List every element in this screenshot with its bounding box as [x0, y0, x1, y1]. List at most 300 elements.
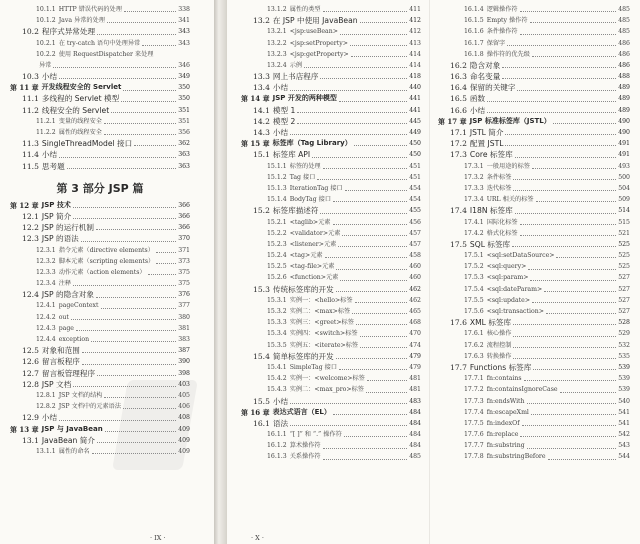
entry-title: JSP 的隐含对象 — [41, 290, 94, 300]
dot-leader — [513, 324, 616, 325]
entry-title: 国际化标签 — [486, 218, 518, 226]
toc-subsection-entry[interactable] — [10, 323, 190, 334]
toc-section-entry[interactable] — [241, 116, 421, 127]
entry-title: fn:escapeXml — [486, 408, 529, 416]
toc-subsection-entry[interactable] — [241, 384, 421, 395]
toc-subsection-entry[interactable] — [10, 256, 190, 267]
toc-subsection-entry[interactable] — [10, 60, 190, 71]
entry-title: 核心操作 — [486, 330, 512, 338]
entry-title: 实例一：<welcome>标签 — [289, 375, 365, 383]
toc-subsection-entry[interactable] — [10, 334, 190, 345]
entry-number: 15.3.5 — [267, 341, 287, 349]
entry-title: <jsp:getProperty> — [289, 50, 349, 58]
toc-section-entry[interactable] — [438, 105, 630, 116]
toc-subsection-entry[interactable] — [241, 26, 421, 37]
toc-section-entry[interactable] — [241, 127, 421, 138]
dot-leader — [520, 224, 617, 225]
toc-subsection-entry[interactable] — [438, 384, 630, 395]
toc-subsection-entry[interactable] — [241, 38, 421, 49]
entry-number: 15.2.2 — [267, 229, 287, 237]
toc-chapter-entry[interactable] — [241, 138, 421, 149]
toc-section-entry[interactable] — [10, 105, 190, 116]
entry-page-number: 485 — [618, 28, 630, 36]
entry-number: 17.5.2 — [464, 263, 484, 271]
toc-subsection-entry[interactable] — [241, 49, 421, 60]
entry-title: 实例四：<switch>标签 — [289, 330, 358, 338]
entry-title: JavaBean 简介 — [41, 435, 95, 445]
entry-title: 网上书店程序 — [272, 72, 319, 82]
entry-number: 15.4.3 — [267, 386, 287, 394]
entry-page-number: 539 — [618, 375, 630, 383]
toc-chapter-entry[interactable] — [241, 407, 421, 418]
entry-title: 小结 — [272, 128, 289, 138]
toc-section-entry[interactable] — [241, 71, 421, 82]
entry-title: page — [58, 324, 74, 332]
entry-title: 小结 — [41, 413, 58, 423]
toc-subsection-entry[interactable] — [438, 295, 630, 306]
entry-title: Core 标签库 — [469, 150, 513, 160]
toc-subsection-entry[interactable] — [10, 15, 190, 26]
dot-leader — [513, 347, 616, 348]
entry-title: XML 标签库 — [469, 318, 512, 328]
entry-number: 12.8.1 — [36, 391, 56, 399]
entry-title: I18N 标签库 — [469, 206, 513, 216]
dot-leader — [97, 34, 176, 35]
entry-title: fn:indexOf — [486, 419, 520, 427]
dot-leader — [350, 45, 407, 46]
entry-page-number: 528 — [618, 319, 630, 327]
entry-title: JSTL 简介 — [469, 128, 504, 138]
entry-title: <sql:update> — [486, 296, 530, 304]
entry-title: 函数 — [469, 94, 486, 104]
entry-title: 开发线程安全的 Servlet — [41, 83, 122, 92]
entry-page-number: 456 — [409, 218, 421, 226]
entry-title: JSP 开发的两种模型 — [272, 94, 337, 103]
dot-leader — [323, 448, 408, 449]
toc-subsection-entry[interactable] — [438, 440, 630, 451]
dot-leader — [345, 190, 407, 191]
entry-number: 13.2.2 — [267, 39, 287, 47]
toc-chapter-entry[interactable] — [438, 116, 630, 127]
toc-subsection-entry[interactable] — [438, 306, 630, 317]
toc-subsection-entry[interactable] — [241, 183, 421, 194]
entry-title: 思考题 — [41, 161, 65, 171]
entry-number: 15.1.2 — [267, 173, 287, 181]
toc-subsection-entry[interactable] — [438, 26, 630, 37]
toc-section-entry[interactable] — [10, 233, 190, 244]
entry-number: 11.1 — [22, 94, 39, 104]
entry-page-number: 350 — [178, 84, 190, 92]
toc-section-entry[interactable] — [10, 26, 190, 37]
entry-title: 语法 — [272, 418, 289, 428]
toc-subsection-entry[interactable] — [438, 407, 630, 418]
entry-title: <jsp:setProperty> — [289, 39, 348, 47]
toc-subsection-entry[interactable] — [438, 429, 630, 440]
toc-section-entry[interactable] — [10, 149, 190, 160]
toc-subsection-entry[interactable] — [241, 261, 421, 272]
entry-number: 15.3.1 — [267, 296, 287, 304]
toc-section-entry[interactable] — [241, 15, 421, 26]
entry-page-number: 440 — [409, 84, 421, 92]
entry-page-number: 375 — [178, 280, 190, 288]
entry-number: 13.3 — [253, 72, 270, 82]
entry-number: 12.6 — [22, 357, 39, 367]
toc-section-entry[interactable] — [10, 138, 190, 149]
entry-page-number: 371 — [178, 246, 190, 254]
entry-page-number: 486 — [618, 50, 630, 58]
entry-title: SingleThreadModel 接口 — [41, 139, 133, 149]
dot-leader — [530, 22, 617, 23]
entry-title: URL 相关的标签 — [486, 196, 534, 204]
entry-title: 标签库描述符 — [272, 206, 319, 216]
toc-section-entry[interactable] — [438, 82, 630, 93]
dot-leader — [355, 302, 408, 303]
entry-number: 15.3.4 — [267, 330, 287, 338]
toc-chapter-entry[interactable] — [241, 94, 421, 105]
entry-number: 11.4 — [22, 150, 39, 160]
entry-page-number: 387 — [178, 347, 190, 355]
entry-title: JSP 文档 — [41, 379, 72, 389]
entry-page-number: 370 — [178, 235, 190, 243]
entry-number: 17.5.4 — [464, 285, 484, 293]
dot-leader — [528, 269, 616, 270]
entry-number: 17.7.2 — [464, 386, 484, 394]
toc-section-entry[interactable] — [438, 317, 630, 328]
entry-page-number: 483 — [409, 397, 421, 405]
entry-number: 15.2.6 — [267, 274, 287, 282]
toc-subsection-entry[interactable] — [10, 301, 190, 312]
entry-title: JSP 与 JavaBean — [41, 424, 103, 433]
toc-section-entry[interactable] — [438, 362, 630, 373]
dot-leader — [320, 213, 407, 214]
entry-page-number: 462 — [409, 296, 421, 304]
toc-subsection-entry[interactable] — [438, 418, 630, 429]
toc-subsection-entry[interactable] — [438, 284, 630, 295]
entry-title: fn:substring — [486, 442, 525, 450]
toc-section-entry[interactable] — [241, 418, 421, 429]
toc-subsection-entry[interactable] — [241, 172, 421, 183]
entry-number: 12.8.2 — [36, 403, 56, 411]
toc-subsection-entry[interactable] — [438, 194, 630, 205]
toc-subsection-entry[interactable] — [241, 340, 421, 351]
toc-subsection-entry[interactable] — [438, 49, 630, 60]
entry-page-number: 515 — [618, 218, 630, 226]
toc-subsection-entry[interactable] — [438, 217, 630, 228]
toc-subsection-entry[interactable] — [241, 440, 421, 451]
entry-number: 15.1 — [253, 150, 270, 160]
entry-title: Empty 操作符 — [486, 17, 528, 25]
toc-subsection-entry[interactable] — [241, 60, 421, 71]
toc-subsection-entry[interactable] — [241, 194, 421, 205]
entry-title: 属性的线程安全 — [58, 129, 102, 137]
dot-leader — [546, 313, 616, 314]
entry-title: 小结 — [272, 83, 289, 93]
toc-subsection-entry[interactable] — [438, 161, 630, 172]
dot-leader — [325, 257, 408, 258]
entry-page-number: 542 — [618, 431, 630, 439]
entry-number: 15.1.4 — [267, 196, 287, 204]
toc-section-entry[interactable] — [438, 60, 630, 71]
entry-title: <sql:param> — [486, 274, 529, 282]
entry-title: <sql:query> — [486, 263, 527, 271]
entry-page-number: 486 — [618, 39, 630, 47]
page-folio: · X · — [251, 534, 264, 542]
dot-leader — [71, 319, 176, 320]
entry-number: 12.2 — [22, 223, 39, 233]
toc-subsection-entry[interactable] — [438, 38, 630, 49]
entry-page-number: 489 — [618, 95, 630, 103]
entry-number: 16.5 — [450, 94, 467, 104]
toc-subsection-entry[interactable] — [438, 452, 630, 463]
toc-subsection-entry[interactable] — [438, 15, 630, 26]
toc-subsection-entry[interactable] — [438, 396, 630, 407]
toc-subsection-entry[interactable] — [241, 217, 421, 228]
dot-leader — [104, 123, 176, 124]
dot-leader — [290, 90, 407, 91]
entry-title: <taglib>元素 — [289, 218, 331, 226]
toc-subsection-entry[interactable] — [438, 172, 630, 183]
entry-number: 16.1.2 — [267, 442, 287, 450]
entry-number: 17.7.5 — [464, 419, 484, 427]
entry-number: 10.1.2 — [36, 17, 56, 25]
toc-subsection-entry[interactable] — [241, 250, 421, 261]
toc-section-entry[interactable] — [241, 105, 421, 116]
dot-leader — [156, 263, 176, 264]
entry-page-number: 525 — [618, 252, 630, 260]
entry-number: 12.3.2 — [36, 257, 56, 265]
entry-page-number: 460 — [409, 263, 421, 271]
entry-page-number: 408 — [178, 414, 190, 422]
toc-section-entry[interactable] — [10, 71, 190, 82]
dot-leader — [290, 425, 407, 426]
entry-number: 16.1.3 — [267, 453, 287, 461]
entry-title: 实例三：<greet>标签 — [289, 319, 354, 327]
dot-leader — [82, 352, 176, 353]
toc-subsection-entry[interactable] — [241, 306, 421, 317]
entry-page-number: 529 — [618, 330, 630, 338]
entry-page-number: 458 — [409, 252, 421, 260]
entry-title: <validator>元素 — [289, 229, 341, 237]
entry-title: 标签的处理 — [289, 162, 321, 170]
toc-section-entry[interactable] — [10, 289, 190, 300]
entry-page-number: 418 — [409, 73, 421, 81]
entry-number: 第 12 章 — [10, 200, 39, 210]
dot-leader — [323, 168, 408, 169]
entry-number: 16.4 — [450, 83, 467, 93]
entry-page-number: 541 — [618, 419, 630, 427]
dot-leader — [111, 112, 176, 113]
dot-leader — [505, 134, 616, 135]
toc-subsection-entry[interactable] — [438, 273, 630, 284]
entry-number: 17.7.3 — [464, 397, 484, 405]
toc-section-entry[interactable] — [438, 138, 630, 149]
entry-number: 15.4.1 — [267, 363, 287, 371]
dot-leader — [360, 336, 408, 337]
entry-page-number: 521 — [618, 229, 630, 237]
entry-title: 指令元素（directive elements） — [58, 246, 154, 254]
dot-leader — [560, 392, 617, 393]
toc-subsection-entry[interactable] — [438, 250, 630, 261]
entry-title: fn:replace — [486, 431, 519, 439]
dot-leader — [502, 67, 616, 68]
toc-section-entry[interactable] — [241, 351, 421, 362]
dot-leader — [134, 145, 176, 146]
toc-subsection-entry[interactable] — [241, 295, 421, 306]
toc-subsection-entry[interactable] — [438, 340, 630, 351]
toc-subsection-entry[interactable] — [438, 228, 630, 239]
toc-section-entry[interactable] — [241, 82, 421, 93]
toc-subsection-entry[interactable] — [241, 273, 421, 284]
entry-number: 12.3.4 — [36, 280, 56, 288]
entry-number: 17.4 — [450, 206, 467, 216]
toc-subsection-entry[interactable] — [10, 278, 190, 289]
entry-number: 10.2.1 — [36, 39, 56, 47]
toc-section-entry[interactable] — [438, 127, 630, 138]
toc-section-entry[interactable] — [241, 149, 421, 160]
toc-chapter-entry[interactable] — [10, 82, 190, 93]
toc-subsection-entry[interactable] — [438, 4, 630, 15]
entry-title: 小结 — [41, 72, 58, 82]
entry-number: 10.1.1 — [36, 5, 56, 13]
toc-subsection-entry[interactable] — [241, 362, 421, 373]
entry-title: 留言板程序 — [41, 357, 80, 367]
toc-section-entry[interactable] — [10, 345, 190, 356]
entry-title: 注释 — [58, 280, 72, 288]
toc-section-entry[interactable] — [10, 222, 190, 233]
entry-title: 传统标签库的开发 — [272, 284, 334, 294]
dot-leader — [531, 414, 616, 415]
entry-title: 模型 2 — [272, 116, 296, 126]
toc-subsection-entry[interactable] — [241, 4, 421, 15]
toc-section-entry[interactable] — [10, 161, 190, 172]
entry-page-number: 470 — [409, 330, 421, 338]
dot-leader — [333, 201, 407, 202]
entry-page-number: 356 — [178, 129, 190, 137]
dot-leader — [513, 179, 616, 180]
entry-title: 标签库 API — [272, 150, 311, 160]
entry-page-number: 406 — [178, 403, 190, 411]
toc-subsection-entry[interactable] — [10, 38, 190, 49]
entry-title: <sql:dateParam> — [486, 285, 543, 293]
entry-page-number: 338 — [178, 5, 190, 13]
toc-section-entry[interactable] — [10, 368, 190, 379]
dot-leader — [73, 207, 176, 208]
dot-leader — [527, 403, 617, 404]
dot-leader — [366, 392, 407, 393]
entry-title: 动作元素（action elements） — [58, 268, 146, 276]
dot-leader — [536, 201, 617, 202]
toc-subsection-entry[interactable] — [438, 261, 630, 272]
middle-page — [226, 0, 429, 544]
entry-number: 12.3 — [22, 234, 39, 244]
toc-subsection-entry[interactable] — [241, 161, 421, 172]
toc-section-entry[interactable] — [241, 396, 421, 407]
toc-subsection-entry[interactable] — [241, 239, 421, 250]
toc-section-entry[interactable] — [438, 71, 630, 82]
entry-page-number: 381 — [178, 324, 190, 332]
entry-page-number: 484 — [409, 442, 421, 450]
dot-leader — [553, 123, 616, 124]
toc-section-entry[interactable] — [438, 94, 630, 105]
entry-title: pageContext — [58, 302, 99, 310]
entry-number: 12.3.3 — [36, 268, 56, 276]
entry-number: 17.3.4 — [464, 196, 484, 204]
dot-leader — [354, 145, 407, 146]
toc-subsection-entry[interactable] — [10, 49, 190, 60]
toc-subsection-entry[interactable] — [438, 328, 630, 339]
entry-title: 保留字 — [486, 39, 506, 47]
entry-number: 17.3.1 — [464, 162, 484, 170]
toc-subsection-entry[interactable] — [10, 245, 190, 256]
entry-page-number: 514 — [618, 207, 630, 215]
dot-leader — [505, 145, 616, 146]
toc-subsection-entry[interactable] — [438, 183, 630, 194]
entry-title: out — [58, 313, 69, 321]
toc-subsection-entry[interactable] — [241, 328, 421, 339]
toc-subsection-entry[interactable] — [10, 116, 190, 127]
entry-page-number: 490 — [618, 117, 630, 125]
entry-number: 12.8 — [22, 379, 39, 389]
toc-middle — [227, 4, 429, 463]
entry-page-number: 409 — [178, 425, 190, 433]
entry-page-number: 540 — [618, 397, 630, 405]
toc-subsection-entry[interactable] — [438, 351, 630, 362]
toc-section-entry[interactable] — [438, 239, 630, 250]
toc-subsection-entry[interactable] — [241, 452, 421, 463]
toc-section-entry[interactable] — [10, 356, 190, 367]
toc-subsection-entry[interactable] — [10, 267, 190, 278]
toc-section-entry[interactable] — [241, 205, 421, 216]
entry-number: 17.5 — [450, 239, 467, 249]
toc-section-entry[interactable] — [438, 205, 630, 216]
toc-chapter-entry[interactable] — [10, 200, 190, 211]
entry-page-number: 488 — [618, 73, 630, 81]
toc-section-entry[interactable] — [10, 211, 190, 222]
entry-number: 15.1.1 — [267, 162, 287, 170]
dot-leader — [338, 246, 407, 247]
entry-number: 第 14 章 — [241, 94, 270, 104]
entry-number: 13.2.1 — [267, 28, 287, 36]
entry-page-number: 489 — [618, 84, 630, 92]
entry-page-number: 349 — [178, 73, 190, 81]
entry-page-number: 465 — [409, 308, 421, 316]
entry-page-number: 376 — [178, 291, 190, 299]
toc-section-entry[interactable] — [10, 94, 190, 105]
entry-page-number: 525 — [618, 240, 630, 248]
toc-subsection-entry[interactable] — [10, 312, 190, 323]
entry-number: 第 11 章 — [10, 83, 39, 93]
dot-leader — [544, 291, 616, 292]
toc-subsection-entry[interactable] — [241, 429, 421, 440]
dot-leader — [527, 448, 616, 449]
entry-number: 13.2 — [253, 16, 270, 26]
toc-subsection-entry[interactable] — [10, 127, 190, 138]
entry-page-number: 484 — [409, 431, 421, 439]
entry-number: 16.1.4 — [464, 5, 484, 13]
entry-number: 17.6.1 — [464, 330, 484, 338]
entry-title: 实例二：<max_pro>标签 — [289, 386, 364, 394]
entry-number: 第 15 章 — [241, 139, 270, 149]
toc-section-entry[interactable] — [438, 149, 630, 160]
toc-subsection-entry[interactable] — [241, 373, 421, 384]
toc-subsection-entry[interactable] — [241, 317, 421, 328]
entry-title: 实例二：<max>标签 — [289, 308, 351, 316]
toc-subsection-entry[interactable] — [241, 228, 421, 239]
toc-subsection-entry[interactable] — [10, 4, 190, 15]
toc-section-entry[interactable] — [241, 284, 421, 295]
toc-subsection-entry[interactable] — [438, 373, 630, 384]
entry-number: 15.5 — [253, 396, 270, 406]
